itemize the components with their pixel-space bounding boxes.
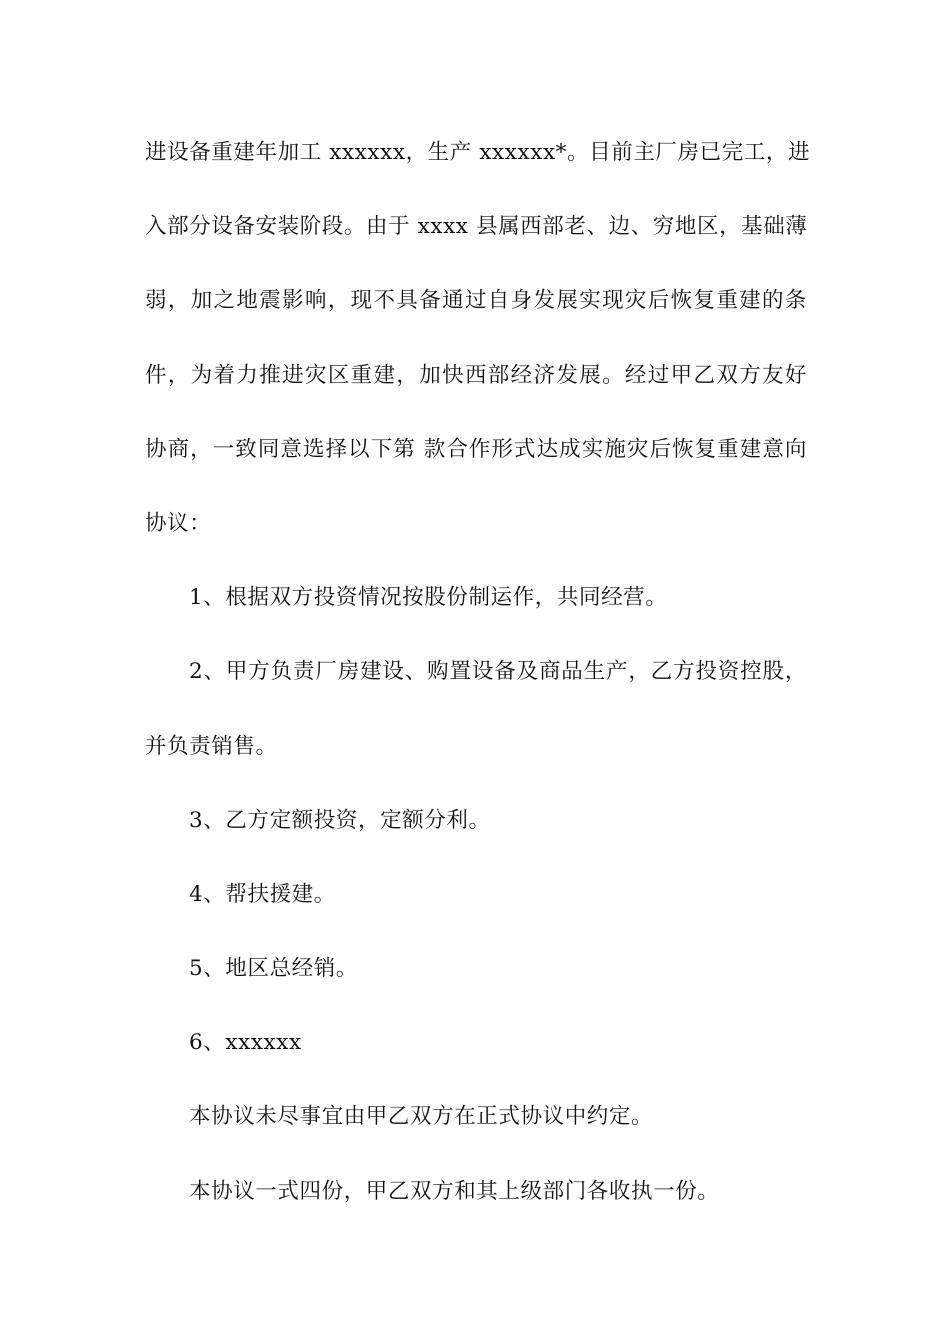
closing-paragraph-1: 本协议未尽事宜由甲乙双方在正式协议中约定。	[189, 1104, 654, 1130]
list-item-3: 3、乙方定额投资，定额分利。	[189, 807, 491, 833]
body-line-3: 弱，加之地震影响，现不具备通过自身发展实现灾后恢复重建的条	[145, 288, 807, 314]
body-line-2: 入部分设备安装阶段。由于 xxxx 县属西部老、边、穷地区，基础薄	[145, 214, 808, 240]
list-item-1: 1、根据双方投资情况按股份制运作，共同经营。	[189, 585, 668, 611]
body-line-6: 协议：	[145, 510, 212, 536]
document-body	[145, 134, 811, 1247]
closing-paragraph-2: 本协议一式四份，甲乙双方和其上级部门各收执一份。	[189, 1178, 720, 1204]
body-line-4: 件，为着力推进灾区重建，加快西部经济发展。经过甲乙双方友好	[145, 362, 807, 388]
body-line-1: 进设备重建年加工 xxxxxx，生产 xxxxxx*。目前主厂房已完工，进	[145, 140, 811, 165]
list-item-2: 2、甲方负责厂房建设、购置设备及商品生产，乙方投资控股，	[189, 659, 807, 685]
list-item-6: 6、xxxxxx	[189, 1030, 302, 1056]
list-item-4: 4、帮扶援建。	[189, 881, 336, 907]
list-item-2-continuation: 并负责销售。	[145, 733, 278, 759]
list-item-5: 5、地区总经销。	[189, 956, 358, 982]
body-line-5: 协商，一致同意选择以下第 款合作形式达成实施灾后恢复重建意向	[145, 436, 807, 462]
